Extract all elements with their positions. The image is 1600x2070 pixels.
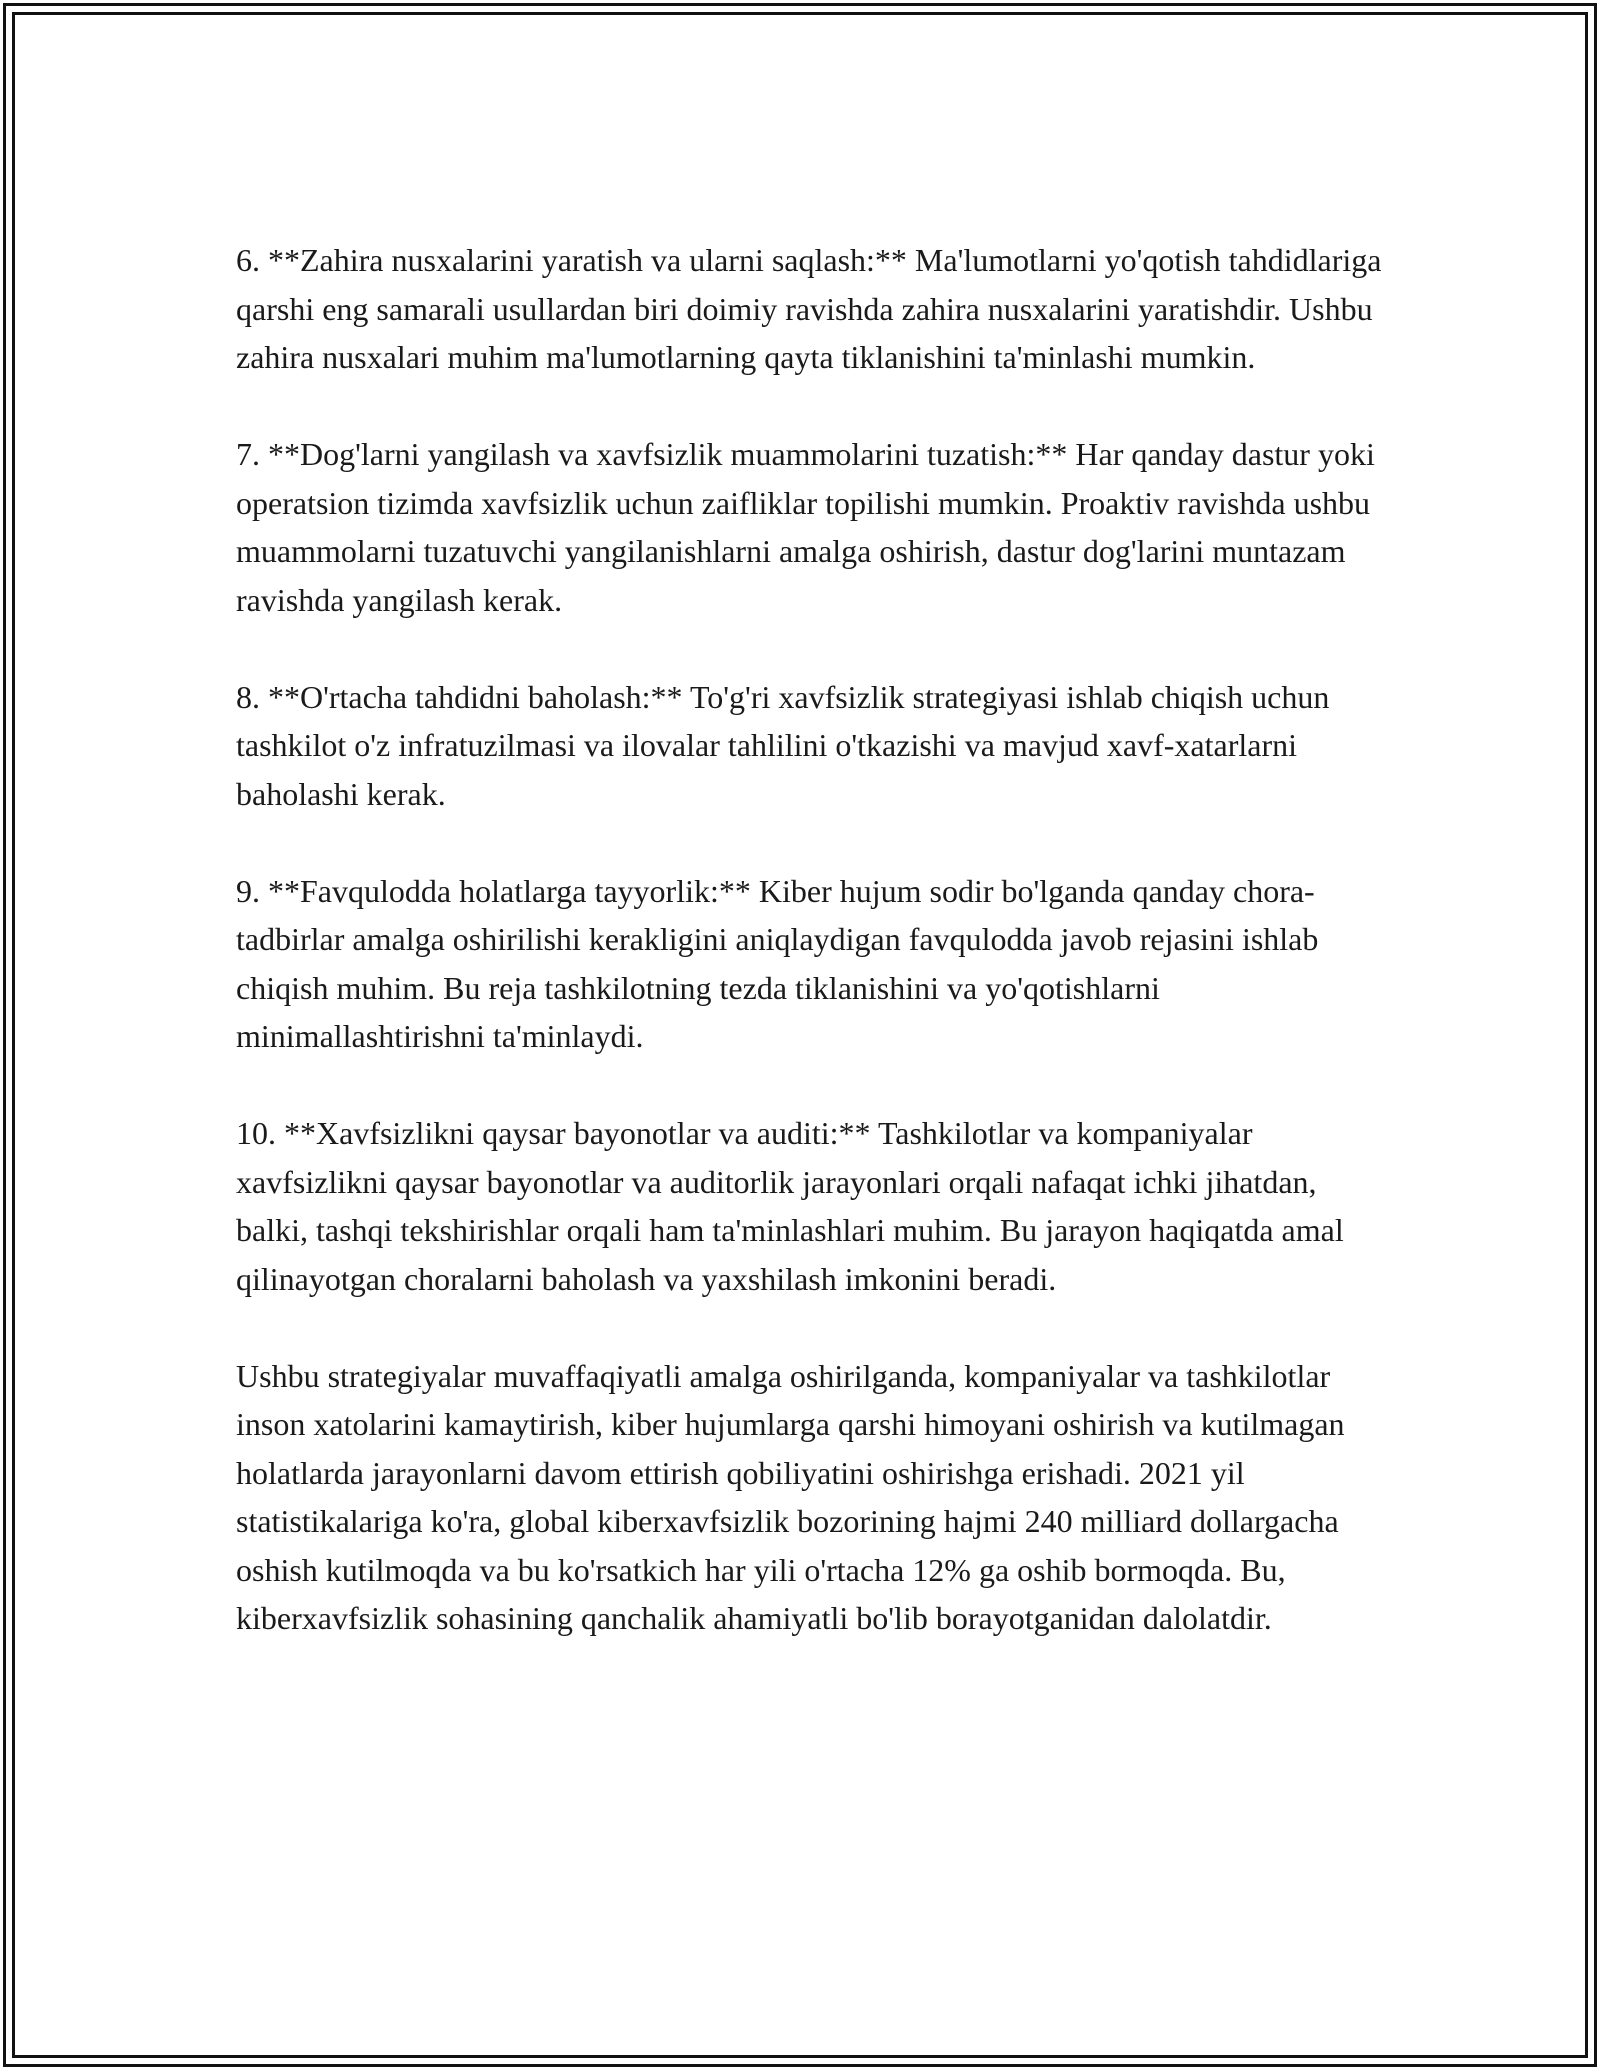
paragraph-conclusion: Ushbu strategiyalar muvaffaqiyatli amalga oshirilganda, kompaniyalar va tashkilotlar inson xatolarini kamaytirish, kiber hujumlarga qarshi himoyani oshirish va kutilmagan holatlarda jarayonlarni davom ettirish qobiliyatini oshirishga erishadi. 2021 yil statistikalariga ko'ra, global kiberxavfsizlik bozorining hajmi 240 milliard dollargacha oshish kutilmoqda va bu ko'rsatkich har yili o'rtacha 12% ga oshib bormoqda. Bu, kiberxavfsizlik sohasining qanchalik ahamiyatli bo'lib borayotganidan dalolatdir. [236,1357,1345,1636]
paragraph-threat-assessment: 8. **O'rtacha tahdidni baholash:** To'g'ri xavfsizlik strategiyasi ishlab chiqish uchun tashkilot o'z infratuzilmasi va ilovalar tahlilini o'tkazishi va mavjud xavf-xatarlarni baholashi kerak. [236,678,1330,812]
paragraph-patch-updates: 7. **Dog'larni yangilash va xavfsizlik muammolarini tuzatish:** Har qanday dastur yoki operatsion tizimda xavfsizlik uchun zaifliklar topilishi mumkin. Proaktiv ravishda ushbu muammolarni tuzatuvchi yangilanishlarni amalga oshirish, dastur dog'larini muntazam ravishda yangilash kerak. [236,436,1375,618]
paragraph-backup-copies: 6. **Zahira nusxalarini yaratish va ularni saqlash:** Ma'lumotlarni yo'qotish tahdidlariga qarshi eng samarali usullardan biri doimiy ravishda zahira nusxalarini yaratishdir. Ushbu zahira nusxalari muhim ma'lumotlarning qayta tiklanishini ta'minlashi mumkin. [236,242,1382,375]
paragraph-security-audit: 10. **Xavfsizlikni qaysar bayonotlar va auditi:** Tashkilotlar va kompaniyalar xavfsizlikni qaysar bayonotlar va auditorlik jarayonlari orqali nafaqat ichki jihatdan, balki, tashqi tekshirishlar orqali ham ta'minlashlari muhim. Bu jarayon haqiqatda amal qilinayotgan choralarni baholash va yaxshilash imkonini beradi. [236,1115,1344,1297]
paragraph-emergency-preparedness: 9. **Favqulodda holatlarga tayyorlik:** Kiber hujum sodir bo'lganda qanday chora-tadbirlar amalga oshirilishi kerakligini aniqlaydigan favqulodda javob rejasini ishlab chiqish muhim. Bu reja tashkilotning tezda tiklanishini va yo'qotishlarni minimallashtirishni ta'minlaydi. [236,872,1319,1054]
document-body [236,236,1396,1643]
